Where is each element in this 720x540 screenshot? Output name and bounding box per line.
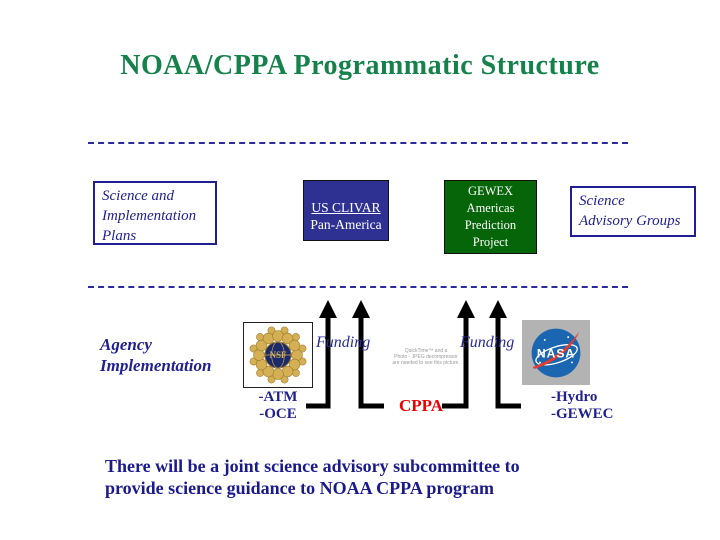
advisory-groups-box — [570, 186, 696, 237]
nsf-program-items — [240, 389, 316, 423]
footer-statement — [105, 455, 605, 499]
us-clivar-title: US CLIVAR — [311, 200, 381, 215]
gewex-box — [444, 180, 537, 254]
us-clivar-subtitle: Pan-America — [310, 217, 382, 232]
advisory-line: Science — [579, 193, 625, 209]
gewex-line: Project — [472, 235, 509, 249]
funding-arrow-heads — [319, 300, 507, 318]
footer-line: provide science guidance to NOAA CPPA program — [105, 478, 494, 498]
funding-label-left: Funding — [316, 334, 371, 351]
agency-implementation-label: Agency Implementation — [100, 335, 212, 375]
cppa-label: CPPA — [398, 396, 444, 415]
nasa-item: -Hydro — [551, 389, 598, 405]
science-plans-line: Plans — [102, 228, 137, 244]
science-plans-line: Implementation — [102, 208, 197, 224]
nsf-logo — [243, 322, 313, 388]
slide-title: NOAA/CPPA Programmatic Structure — [120, 50, 600, 81]
nsf-item: -ATM — [258, 389, 298, 405]
nsf-item: -OCE — [259, 406, 297, 422]
science-plans-box — [93, 181, 217, 245]
nasa-meatball-icon — [525, 323, 587, 383]
nsf-medallion-icon — [247, 326, 309, 384]
quicktime-placeholder-text: QuickTime™ and a Photo - JPEG decompressor are needed to see this picture. — [392, 348, 460, 366]
nasa-logo — [522, 320, 590, 385]
nasa-program-items — [551, 389, 631, 423]
nasa-logo-text: NASA — [536, 346, 576, 361]
science-plans-line: Science and — [102, 188, 175, 204]
us-clivar-box — [303, 180, 389, 241]
dashed-divider-top — [88, 142, 628, 144]
advisory-line: Advisory Groups — [579, 213, 681, 229]
gewex-line: GEWEX — [467, 184, 514, 198]
nsf-logo-text: NSF — [269, 350, 287, 361]
footer-line: There will be a joint science advisory subcommittee to — [105, 456, 520, 476]
dashed-divider-bottom — [88, 286, 628, 288]
nasa-item: -GEWEC — [551, 406, 614, 422]
funding-label-right: Funding — [460, 334, 515, 351]
gewex-line: Americas — [466, 201, 515, 215]
gewex-line: Prediction — [464, 218, 517, 232]
